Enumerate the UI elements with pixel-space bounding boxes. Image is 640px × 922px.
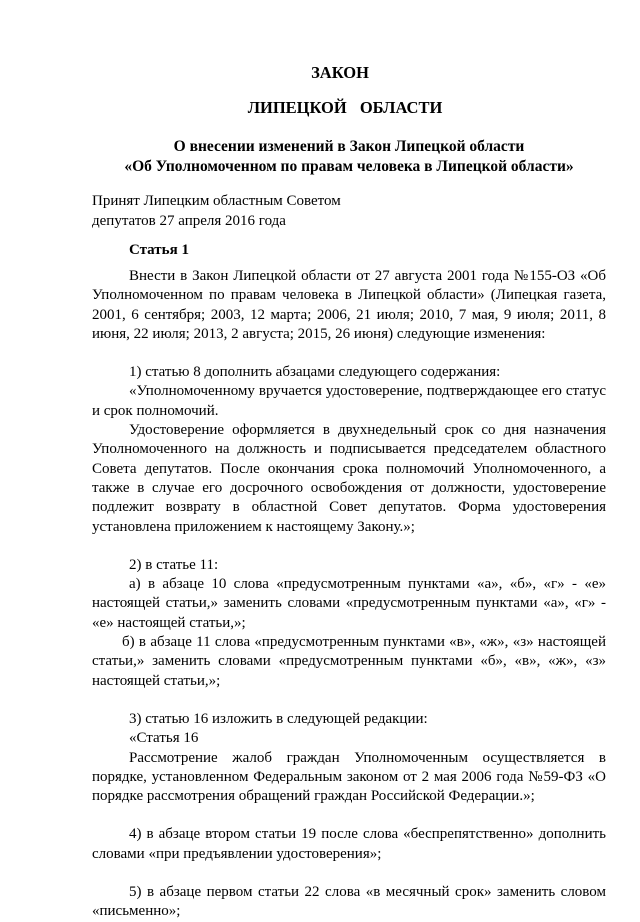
item-3: 3) статью 16 изложить в следующей редакции: xyxy=(129,710,428,727)
item-5: 5) в абзаце первом статьи 22 слова «в месячный срок» заменить словом «письменно»; xyxy=(92,884,606,920)
subtitle-line-2: «Об Уполномоченном по правам человека в Липецкой области» xyxy=(124,158,574,175)
item-4: 4) в абзаце втором статьи 19 после слова «беспрепятственно» дополнить словами «при предъявлении удостоверения»; xyxy=(92,826,606,862)
article-title: Статья 1 xyxy=(129,242,189,258)
adoption-line-1: Принят Липецким областным Советом xyxy=(92,193,341,209)
item-3-paragraph-b: Рассмотрение жалоб граждан Уполномоченным осуществляется в порядке, установленном Федеральным законом от 2 мая 2006 года №59-ФЗ «О порядке рассмотрения обращений граждан Российской Федерации.»; xyxy=(92,749,606,805)
item-1: 1) статью 8 дополнить абзацами следующего содержания: xyxy=(129,364,501,381)
item-1-paragraph-a: «Уполномоченному вручается удостоверение, подтверждающее его статус и срок полномочий. xyxy=(92,383,606,419)
item-3-paragraph-a: «Статья 16 xyxy=(129,730,199,747)
law-heading: ЗАКОН xyxy=(311,63,369,82)
item-1-paragraph-b: Удостоверение оформляется в двухнедельный срок со дня назначения Уполномоченного на должность и подписывается председателем областного Совета депутатов. После окончания срока полномочий Уполномоченного, а также в случае его досрочного освобождения от должности, удостоверение подлежит возврату в областной Совет депутатов. Форма удостоверения установлена приложением к настоящему Закону.»; xyxy=(92,422,606,535)
item-2: 2) в статье 11: xyxy=(129,556,219,573)
article-body xyxy=(92,267,606,922)
adoption-line-2: депутатов 27 апреля 2016 года xyxy=(92,213,286,229)
intro-paragraph: Внести в Закон Липецкой области от 27 августа 2001 года №155-ОЗ «Об Уполномоченном по правам человека в Липецкой области» (Липецкая газета, 2001, 6 сентября; 2003, 12 марта; 2006, 21 июля; 2010, 7 мая, 9 июля; 2011, 8 июня, 22 июля; 2013, 2 августа; 2015, 26 июня) следующие изменения: xyxy=(92,268,606,342)
item-2-paragraph-a: а) в абзаце 10 слова «предусмотренным пунктами «а», «б», «г» - «е» настоящей статьи,» заменить словами «предусмотренным пунктами «а», «г» - «е» настоящей статьи,»; xyxy=(92,576,606,631)
subtitle-line-1: О внесении изменений в Закон Липецкой области xyxy=(173,138,525,155)
adoption-note xyxy=(92,191,341,231)
region-heading: ЛИПЕЦКОЙ ОБЛАСТИ xyxy=(247,98,443,117)
item-2-paragraph-b: б) в абзаце 11 слова «предусмотренным пунктами «в», «ж», «з» настоящей статьи,» заменить словами «предусмотренным пунктами «б», «в», «ж», «з» настоящей статьи,»; xyxy=(92,634,606,689)
law-subtitle xyxy=(92,137,606,177)
